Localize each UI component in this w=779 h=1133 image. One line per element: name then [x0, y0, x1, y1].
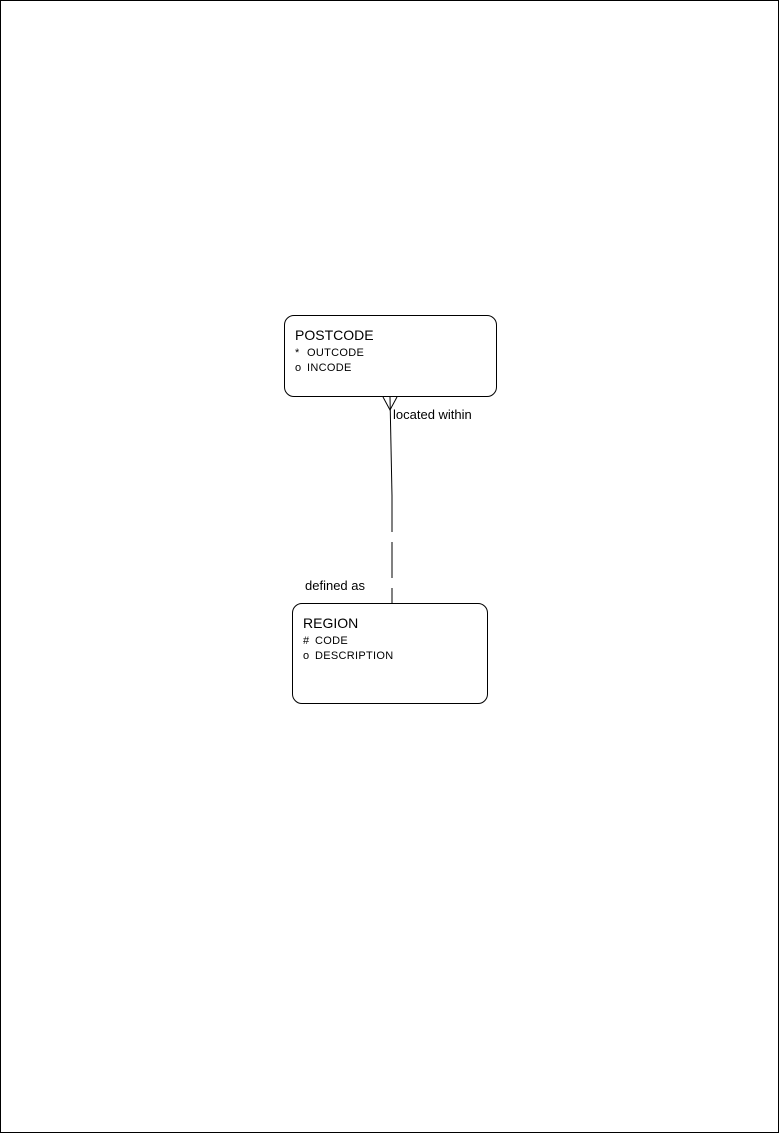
- entity-region-attribute: [303, 650, 393, 662]
- relationship-label-located-within: located within: [393, 407, 472, 422]
- attribute-name: DESCRIPTION: [315, 650, 394, 662]
- entity-postcode-attribute: [295, 362, 352, 374]
- attribute-marker: o: [303, 650, 310, 662]
- attribute-name: CODE: [315, 635, 348, 647]
- entity-region-attribute: [303, 635, 348, 647]
- entity-postcode[interactable]: [284, 315, 497, 397]
- attribute-marker: *: [295, 347, 300, 359]
- attribute-name: OUTCODE: [307, 347, 365, 359]
- attribute-marker: o: [295, 362, 302, 374]
- entity-region[interactable]: [292, 603, 488, 704]
- relationship-line-solid: [390, 397, 392, 496]
- entity-postcode-attribute: [295, 347, 364, 359]
- attribute-name: INCODE: [307, 362, 352, 374]
- entity-postcode-title: POSTCODE: [295, 327, 374, 343]
- relationship-canvas: [1, 1, 778, 1132]
- attribute-marker: #: [303, 635, 310, 647]
- entity-region-title: REGION: [303, 615, 359, 631]
- relationship-label-defined-as: defined as: [305, 578, 365, 593]
